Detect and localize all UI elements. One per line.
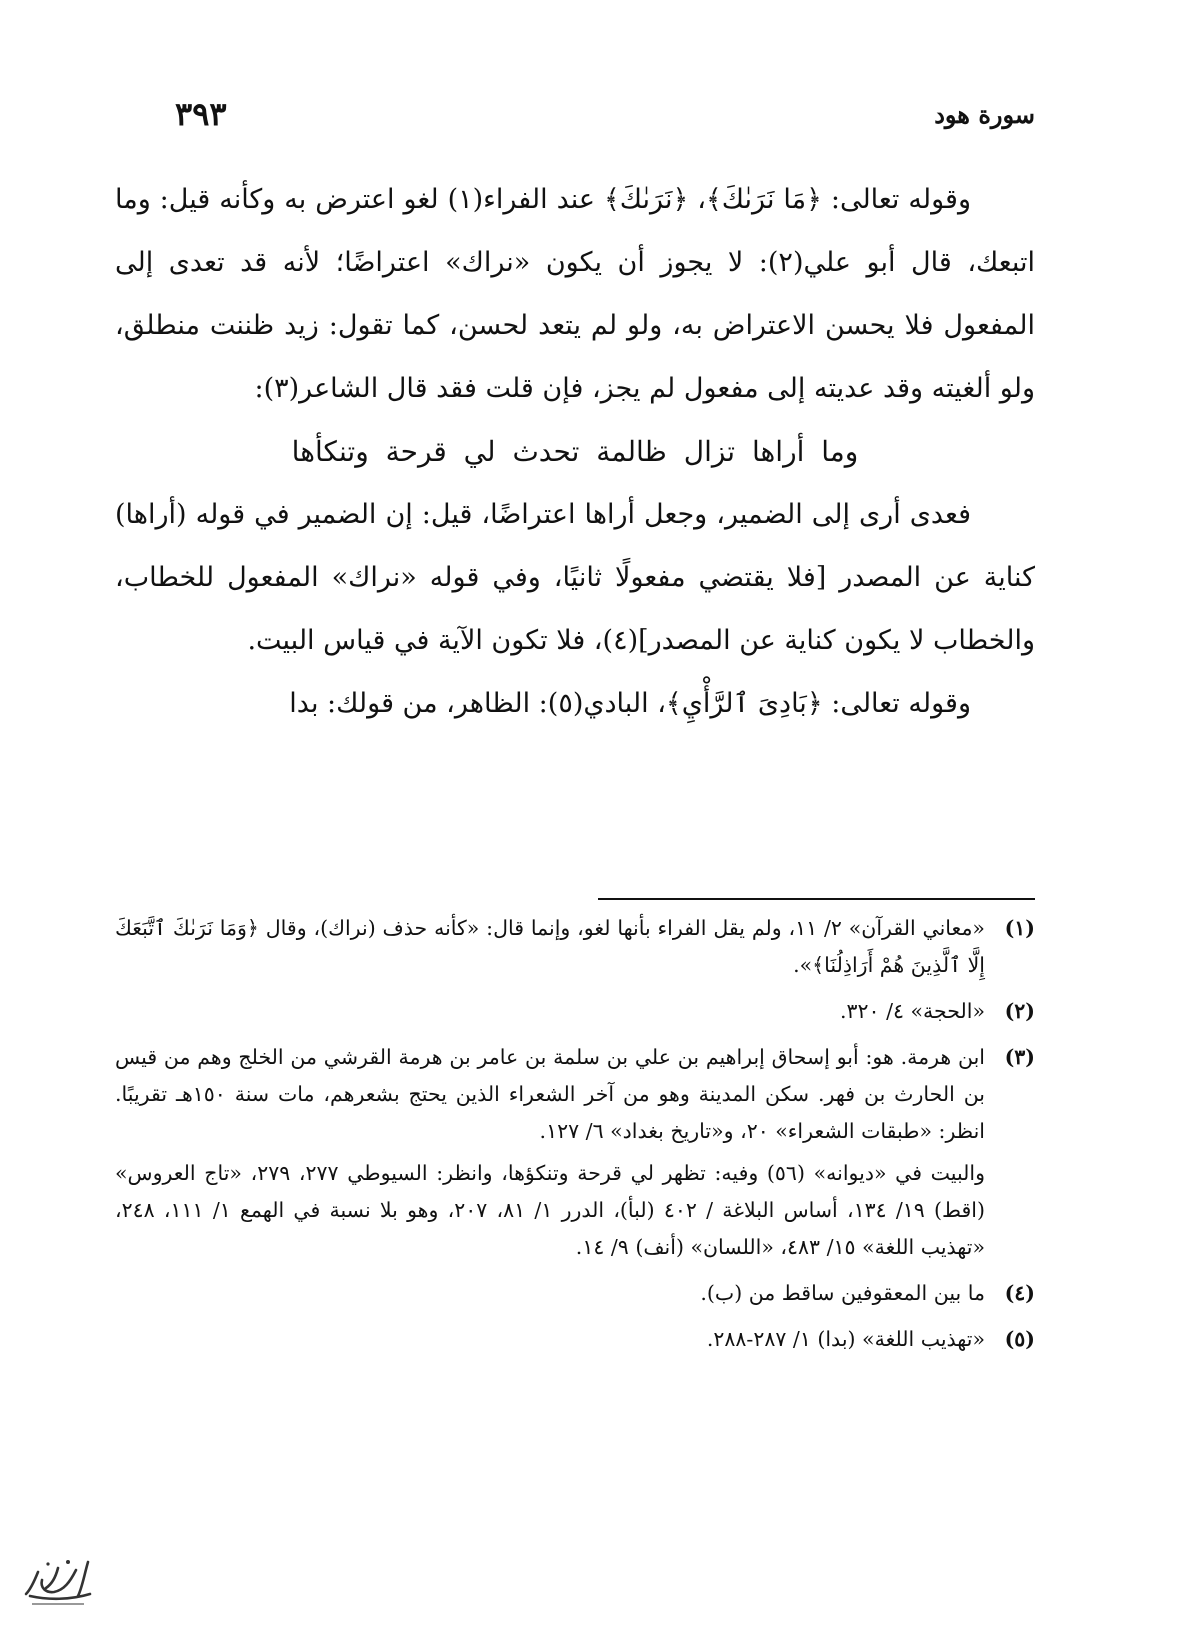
poetry-verse: وما أراها تزال ظالمة تحدث لي قرحة وتنكأها: [291, 435, 859, 468]
footnote-text: [115, 910, 985, 984]
footnote-number: (٣): [1004, 1045, 1035, 1069]
footnote-paragraph: ما بين المعقوفين ساقط من (ب).: [700, 1281, 985, 1305]
footnote-divider: [598, 898, 1035, 900]
paragraph-2: فعدى أرى إلى الضمير، وجعل أراها اعتراضًا، قيل: إن الضمير في قوله (أراها) كناية عن المصدر [فلا يقتضي مفعولًا ثانيًا، وفي قوله «نراك» المفعول للخطاب، والخطاب لا يكون كناية عن المصدر](٤)، فلا تكون الآية في قياس البيت.: [115, 499, 1035, 656]
watermark-logo-icon: [18, 1545, 98, 1615]
page-header: [175, 92, 1035, 136]
footnote-paragraph: «تهذيب اللغة» (بدا) ١/ ٢٨٧-٢٨٨.: [706, 1327, 985, 1351]
footnote-2: [115, 993, 1035, 1030]
footnote-text: [115, 993, 985, 1030]
footnote-number: (٢): [1004, 999, 1035, 1023]
footnote-paragraph: «معاني القرآن» ٢/ ١١، ولم يقل الفراء بأنها لغو، وإنما قال: «كأنه حذف (نراك)، وقال ﴿وَمَا نَرَىٰكَ ٱتَّبَعَكَ إِلَّا ٱلَّذِينَ هُمْ أَرَاذِلُنَا﴾».: [115, 916, 985, 977]
paragraph-1: وقوله تعالى: ﴿مَا نَرَىٰكَ﴾، ﴿نَرَىٰكَ﴾ عند الفراء(١) لغو اعترض به وكأنه قيل: وما اتبعك، قال أبو علي(٢): لا يجوز أن يكون «نراك» اعتراضًا؛ لأنه قد تعدى إلى المفعول فلا يحسن الاعتراض به، ولو لم يتعد لحسن، كما تقول: زيد ظننت منطلق، ولو ألغيته وقد عديته إلى مفعول لم يجز، فإن قلت فقد قال الشاعر(٣):: [115, 184, 1035, 404]
page-number: ٣٩٣: [175, 95, 227, 133]
footnote-3: [115, 1039, 1035, 1266]
footnote-number: (٤): [1004, 1281, 1035, 1305]
footnote-paragraph: ابن هرمة. هو: أبو إسحاق إبراهيم بن علي بن سلمة بن عامر بن هرمة القرشي من الخلج وهم من قيس بن الحارث بن فهر. سكن المدينة وهو من آخر الشعراء الذين يحتج بشعرهم، مات سنة ١٥٠هـ تقريبًا. انظر: «طبقات الشعراء» ٢٠، و«تاريخ بغداد» ٦/ ١٢٧.: [115, 1045, 986, 1143]
surah-title: سورة هود: [934, 99, 1035, 129]
paragraph-3: وقوله تعالى: ﴿بَادِىَ ٱلرَّأْيِ﴾، البادي(٥): الظاهر، من قولك: بدا: [289, 688, 971, 719]
footnote-text: [115, 1039, 985, 1266]
calligraphy-mark-icon: [18, 1550, 98, 1610]
footnote-paragraph: والبيت في «ديوانه» (٥٦) وفيه: تظهر لي قرحة وتنكؤها، وانظر: السيوطي ٢٧٧، ٢٧٩، «تاج العروس» (اقط) ١٩/ ١٣٤، أساس البلاغة / ٤٠٢ (لبأ)، الدرر ١/ ٨١، ٢٠٧، وهو بلا نسبة في الهمع ١/ ١١١، ٢٤٨، «تهذيب اللغة» ١٥/ ٤٨٣، «اللسان» (أنف) ٩/ ١٤.: [115, 1161, 985, 1259]
footnote-1: [115, 910, 1035, 984]
footnote-number: (١): [1004, 916, 1035, 940]
footnote-5: [115, 1321, 1035, 1358]
footnotes: [115, 910, 1035, 1367]
footnote-text: [115, 1321, 985, 1358]
footnote-text: [115, 1275, 985, 1312]
main-text: [115, 168, 1035, 735]
footnote-number: (٥): [1004, 1327, 1035, 1351]
footnote-paragraph: «الحجة» ٤/ ٣٢٠.: [839, 999, 985, 1023]
footnote-4: [115, 1275, 1035, 1312]
